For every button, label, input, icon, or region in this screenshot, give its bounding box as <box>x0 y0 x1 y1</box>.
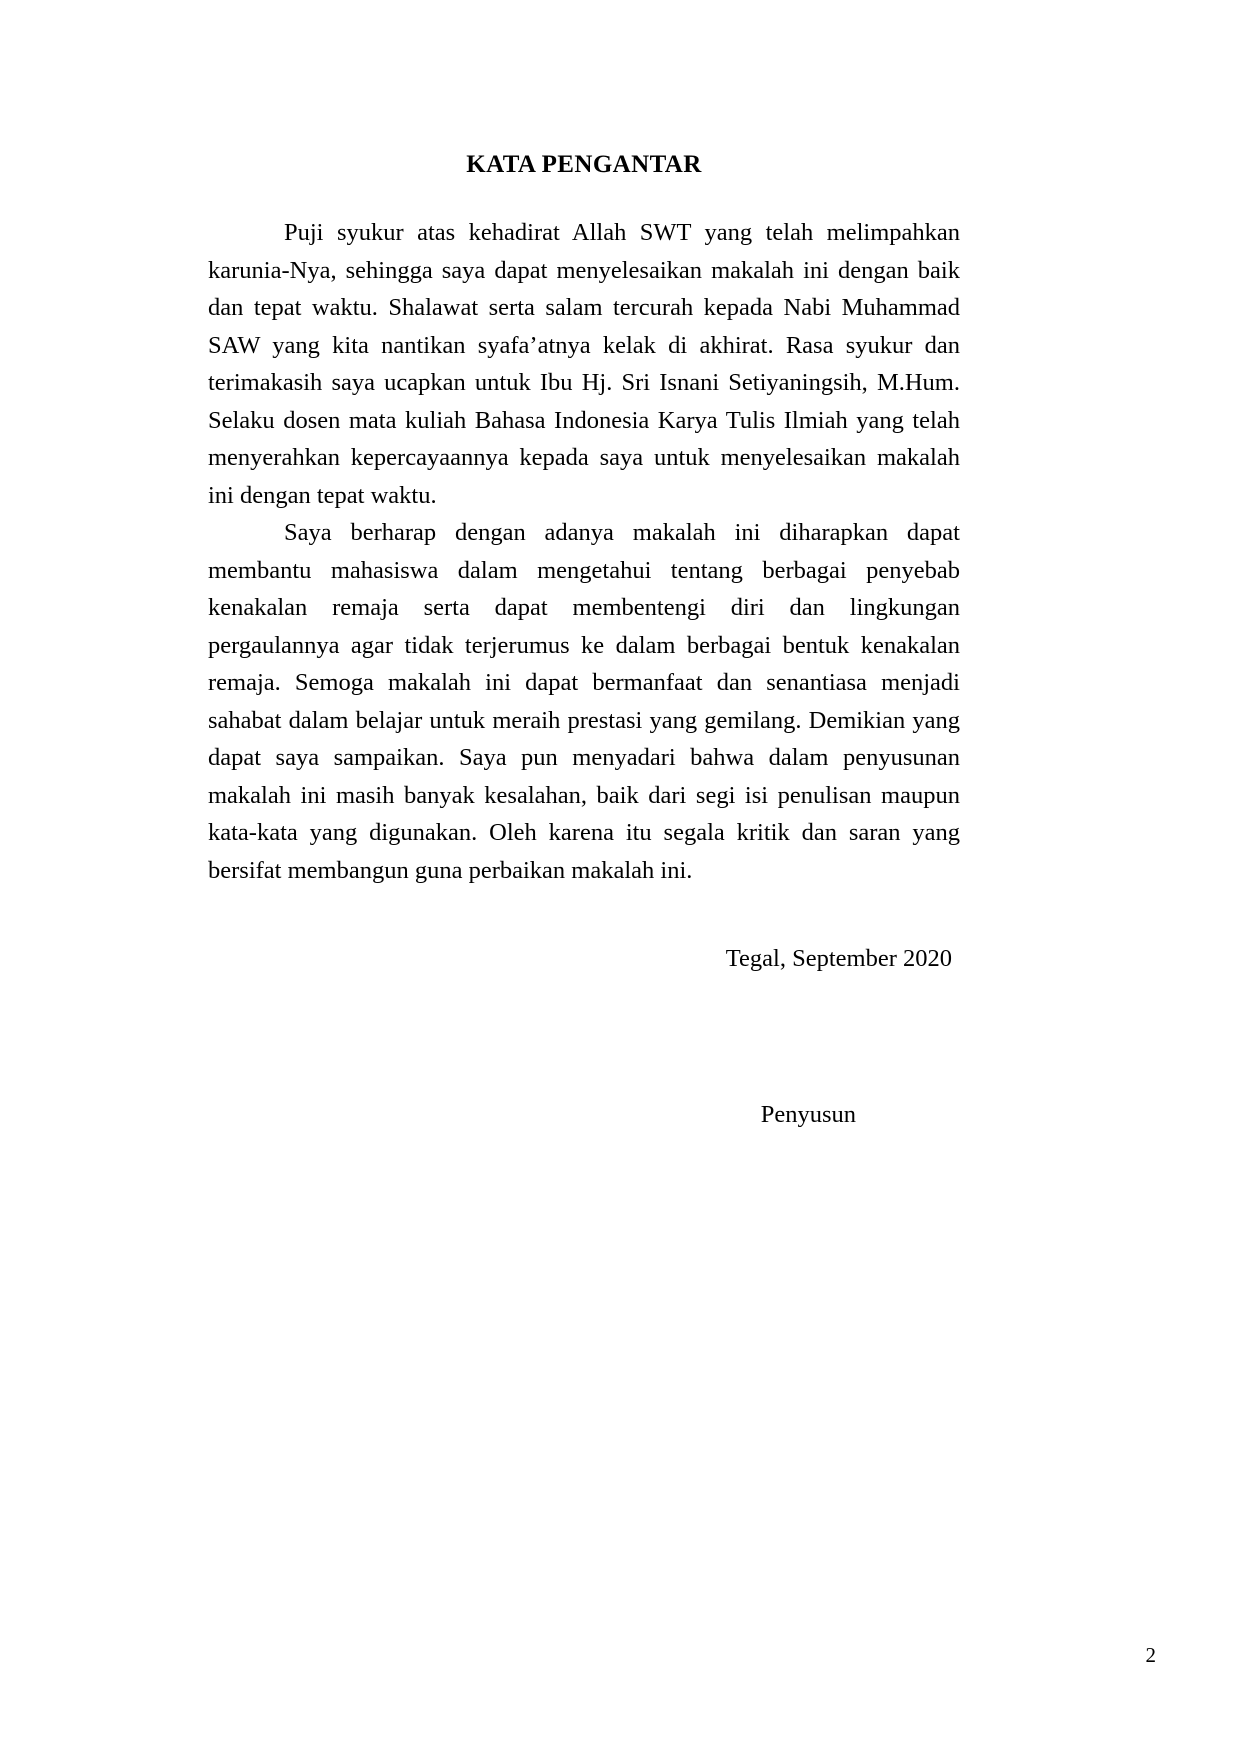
page-number: 2 <box>1145 1643 1156 1667</box>
paragraph-1: Puji syukur atas kehadirat Allah SWT yang telah melimpahkan karunia-Nya, sehingga saya dapat menyelesaikan makalah ini dengan baik dan tepat waktu. Shalawat serta salam tercurah kepada Nabi Muhammad SAW yang kita nantikan syafa’atnya kelak di akhirat. Rasa syukur dan terimakasih saya ucapkan untuk Ibu Hj. Sri Isnani Setiyaningsih, M.Hum. Selaku dosen mata kuliah Bahasa Indonesia Karya Tulis Ilmiah yang telah menyerahkan kepercayaannya kepada saya untuk menyelesaikan makalah ini dengan tepat waktu. <box>208 219 960 509</box>
signer-label: Penyusun <box>760 1100 856 1128</box>
place-and-date: Tegal, September 2020 <box>725 945 952 972</box>
signature-space <box>208 978 960 1096</box>
page-title: KATA PENGANTAR <box>466 151 702 178</box>
paragraph-2: Saya berharap dengan adanya makalah ini diharapkan dapat membantu mahasiswa dalam mengetahui tentang berbagai penyebab kenakalan remaja serta dapat membentengi diri dan lingkungan pergaulannya agar tidak terjerumus ke dalam berbagai bentuk kenakalan remaja. Semoga makalah ini dapat bermanfaat dan senantiasa menjadi sahabat dalam belajar untuk meraih prestasi yang gemilang. Demikian yang dapat saya sampaikan. Saya pun menyadari bahwa dalam penyusunan makalah ini masih banyak kesalahan, baik dari segi isi penulisan maupun kata-kata yang digunakan. Oleh karena itu segala kritik dan saran yang bersifat membangun guna perbaikan makalah ini. <box>208 519 960 884</box>
page-content <box>208 150 960 889</box>
signature-block <box>208 940 960 1133</box>
